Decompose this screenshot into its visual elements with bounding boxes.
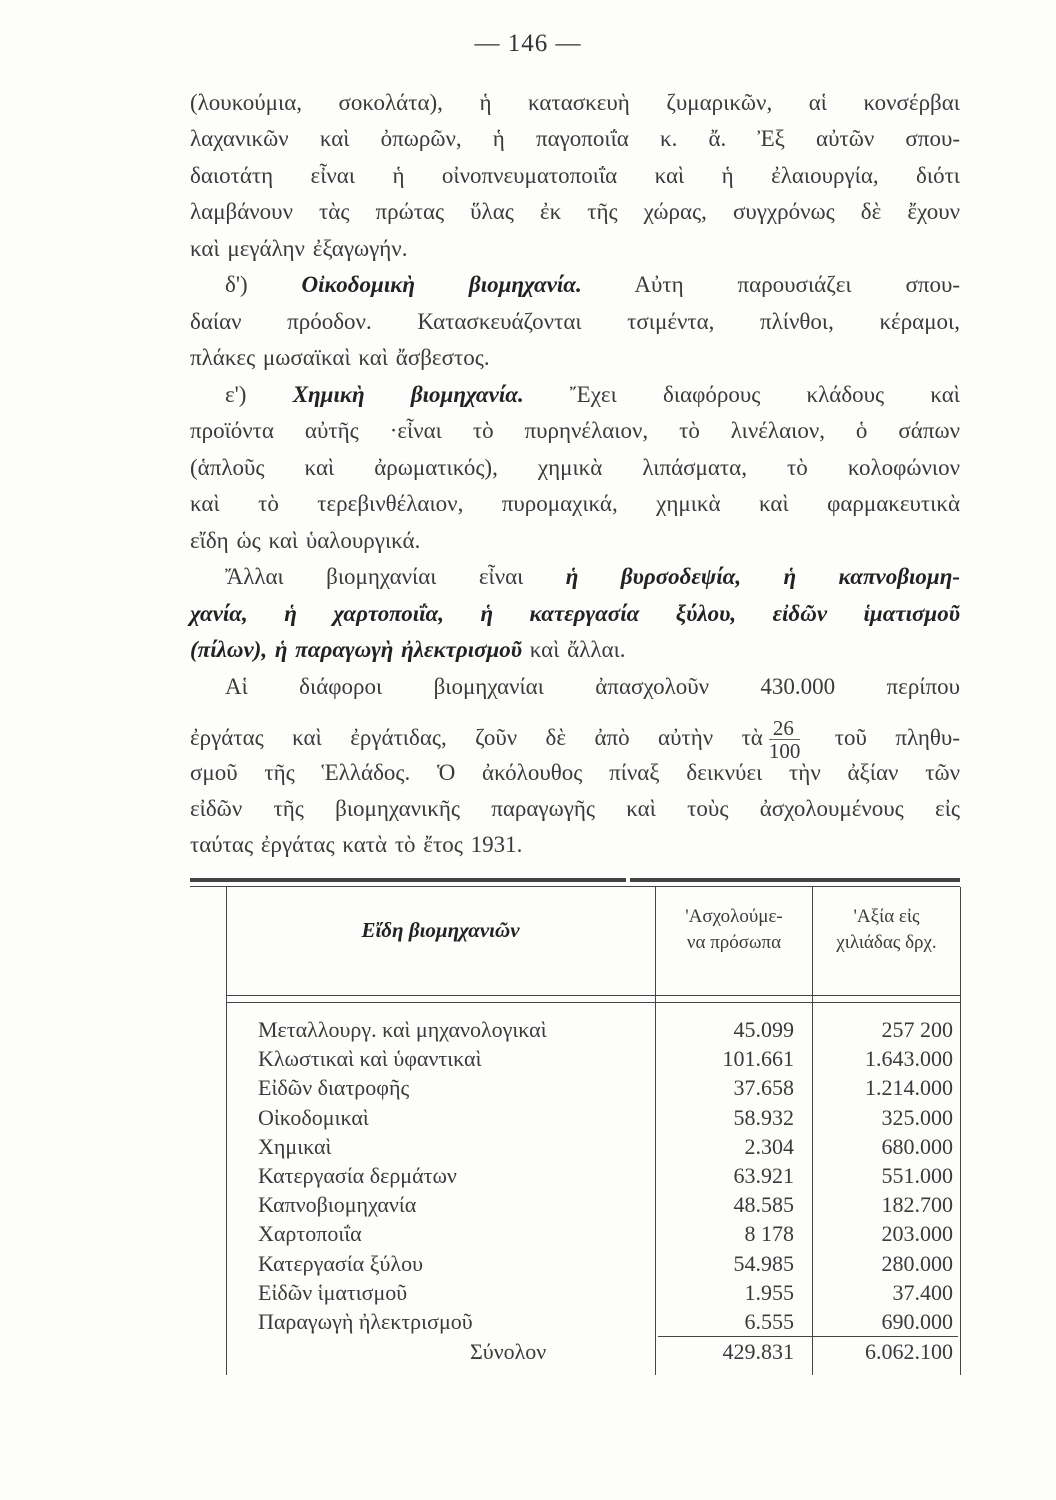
table-header-rule — [226, 995, 960, 996]
text-line — [190, 637, 960, 663]
text-segment: Ἄλλαι βιομηχανίαι εἶναι — [225, 564, 566, 589]
text-line — [225, 272, 960, 298]
table-cell-category: Εἰδῶν ἱματισμοῦ — [258, 1279, 408, 1305]
text-line — [190, 309, 960, 335]
table-cell-employed: 6.555 — [744, 1309, 794, 1334]
total-label: Σύνολον — [470, 1339, 547, 1364]
table-cell-value: 1.643.000 — [865, 1046, 953, 1072]
table-cell-category: Εἰδῶν διατροφῆς — [258, 1075, 410, 1101]
text-segment: ε') — [225, 382, 293, 407]
text-segment: προϊόντα αὐτῆς ·εἶναι τὸ πυρηνέλαιον, τὸ λινέλαιον, ὁ σάπων — [190, 418, 960, 443]
total-value: 6.062.100 — [865, 1339, 953, 1364]
fraction-denominator: 100 — [768, 739, 801, 763]
text-line — [190, 528, 960, 554]
emphasized-text: Χημικὴ βιομηχανία. — [292, 382, 524, 407]
text-line — [190, 236, 960, 262]
emphasized-text: Οἰκοδομικὴ βιομηχανία. — [301, 272, 582, 297]
table-cell-category: Οἰκοδομικαὶ — [258, 1104, 369, 1130]
text-line — [190, 760, 960, 786]
table-top-rule — [190, 878, 626, 882]
table-cell-value: 680.000 — [881, 1133, 953, 1159]
text-line — [190, 796, 960, 822]
text-line — [190, 491, 960, 517]
header-category: Εἴδη βιομηχανιῶν — [361, 918, 520, 942]
text-line — [190, 163, 960, 189]
fraction-numerator: 26 — [769, 717, 801, 740]
text-segment: λαχανικῶν καὶ ὀπωρῶν, ἡ παγοποιΐα κ. ἄ. Ἐξ αὐτῶν σπου- — [190, 126, 960, 151]
text-segment: εἰδῶν τῆς βιομηχανικῆς παραγωγῆς καὶ τοὺς ἀσχολουμένους εἰς — [190, 796, 960, 821]
header-employed-line1: 'Ασχολούμε- — [685, 906, 783, 927]
page-number: — 146 — — [474, 30, 582, 57]
table-total-rule — [658, 1336, 958, 1337]
table-cell-category: Καπνοβιομηχανία — [258, 1192, 417, 1218]
text-segment: καὶ τὸ τερεβινθέλαιον, πυρομαχικά, χημικὰ καὶ φαρμακευτικὰ — [190, 491, 960, 516]
text-line — [190, 832, 960, 858]
text-segment: δ') — [225, 272, 302, 297]
table-cell-employed: 8 178 — [744, 1221, 794, 1247]
header-employed-line2: να πρόσωπα — [686, 932, 782, 953]
text-segment: καὶ ἄλλαι. — [522, 637, 626, 662]
text-segment: (ἁπλοῦς καὶ ἀρωματικός), χημικὰ λιπάσματα, τὸ κολοφώνιον — [190, 455, 960, 480]
emphasized-text: (πίλων), ἡ παραγωγὴ ἠλεκτρισμοῦ — [190, 637, 523, 662]
header-value-line1: 'Αξία εἰς — [853, 906, 920, 927]
table-cell-employed: 45.099 — [733, 1017, 794, 1042]
text-segment: εἴδη ὡς καὶ ὑαλουργικά. — [190, 528, 421, 553]
total-employed: 429.831 — [722, 1339, 794, 1364]
text-segment: σμοῦ τῆς Ἑλλάδος. Ὁ ἀκόλουθος πίναξ δεικνύει τὴν ἀξίαν τῶν — [190, 760, 960, 785]
text-line — [190, 90, 960, 116]
text-line — [190, 126, 960, 152]
text-segment: Αἱ διάφοροι βιομηχανίαι ἀπασχολοῦν 430.000 περίπου — [225, 674, 960, 699]
table-cell-employed: 54.985 — [733, 1250, 794, 1276]
table-cell-value: 690.000 — [881, 1309, 953, 1334]
text-segment: δαιοτάτη εἶναι ἡ οἰνοπνευματοποιΐα καὶ ἡ ἐλαιουργία, διότι — [190, 163, 960, 188]
table-cell-employed: 2.304 — [744, 1133, 794, 1159]
text-segment: ταύτας ἐργάτας κατὰ τὸ ἔτος 1931. — [190, 832, 523, 857]
table-cell-value: 203.000 — [881, 1221, 953, 1247]
text-line — [190, 455, 960, 481]
table-top-rule — [630, 878, 960, 882]
text-segment: δαίαν πρόοδον. Κατασκευάζονται τσιμέντα, πλίνθοι, κέραμοι, — [190, 309, 960, 334]
text-line — [190, 717, 960, 762]
text-line — [225, 382, 960, 408]
table-cell-value: 257 200 — [881, 1017, 953, 1042]
table-cell-value: 325.000 — [881, 1104, 953, 1130]
table-top-rule-thin — [190, 886, 960, 887]
table-cell-category: Μεταλλουργ. καὶ μηχανολογικαὶ — [258, 1017, 547, 1042]
table-cell-category: Χαρτοποιΐα — [258, 1221, 362, 1247]
table-cell-value: 1.214.000 — [865, 1075, 953, 1101]
text-line — [190, 345, 960, 371]
emphasized-text: ἡ βυρσοδεψία, ἡ καπνοβιομη- — [565, 564, 960, 589]
table-cell-category: Κατεργασία ξύλου — [258, 1250, 423, 1276]
text-line — [190, 418, 960, 444]
table-header-rule — [226, 1002, 960, 1003]
text-segment: λαμβάνουν τὰς πρώτας ὕλας ἐκ τῆς χώρας, συγχρόνως δὲ ἔχουν — [190, 199, 960, 224]
table-cell-value: 551.000 — [881, 1163, 953, 1188]
table-cell-category: Κατεργασία δερμάτων — [258, 1163, 457, 1188]
table-cell-employed: 63.921 — [733, 1163, 794, 1188]
text-segment: (λουκούμια, σοκολάτα), ἡ κατασκευὴ ζυμαρικῶν, αἱ κονσέρβαι — [190, 90, 960, 115]
table-cell-value: 280.000 — [881, 1250, 953, 1276]
table-cell-employed: 1.955 — [744, 1279, 794, 1305]
text-segment: πλάκες μωσαϊκαὶ καὶ ἄσβεστος. — [190, 345, 490, 370]
text-segment: τοῦ πληθυ- — [806, 724, 960, 750]
text-line — [225, 674, 960, 700]
text-line — [190, 601, 960, 627]
table-right-border — [960, 887, 961, 1375]
table-cell-employed: 101.661 — [722, 1046, 794, 1072]
table-cell-value: 37.400 — [892, 1279, 953, 1305]
text-segment: ἐργάτας καὶ ἐργάτιδας, ζοῦν δὲ ἀπὸ αὐτὴν τὰ — [190, 724, 763, 750]
text-line — [225, 564, 960, 590]
header-value-line2: χιλιάδας δρχ. — [836, 932, 937, 953]
text-segment: Ἔχει διαφόρους κλάδους καὶ — [523, 382, 960, 407]
table-cell-category: Κλωστικαὶ καὶ ὑφαντικαὶ — [258, 1046, 482, 1072]
table-cell-category: Χημικαὶ — [258, 1133, 332, 1159]
table-cell-category: Παραγωγὴ ἠλεκτρισμοῦ — [258, 1309, 473, 1334]
text-segment: καὶ μεγάλην ἐξαγωγήν. — [190, 236, 408, 261]
emphasized-text: χανία, ἡ χαρτοποιΐα, ἡ κατεργασία ξύλου, εἰδῶν ἱματισμοῦ — [190, 601, 960, 626]
table-cell-employed: 58.932 — [733, 1104, 794, 1130]
table-left-border — [226, 887, 227, 1375]
text-segment: Αὐτη παρουσιάζει σπου- — [581, 272, 960, 297]
table-cell-employed: 48.585 — [733, 1192, 794, 1218]
table-cell-value: 182.700 — [881, 1192, 953, 1218]
fraction — [769, 717, 801, 762]
table-cell-employed: 37.658 — [733, 1075, 794, 1101]
text-line — [190, 199, 960, 225]
